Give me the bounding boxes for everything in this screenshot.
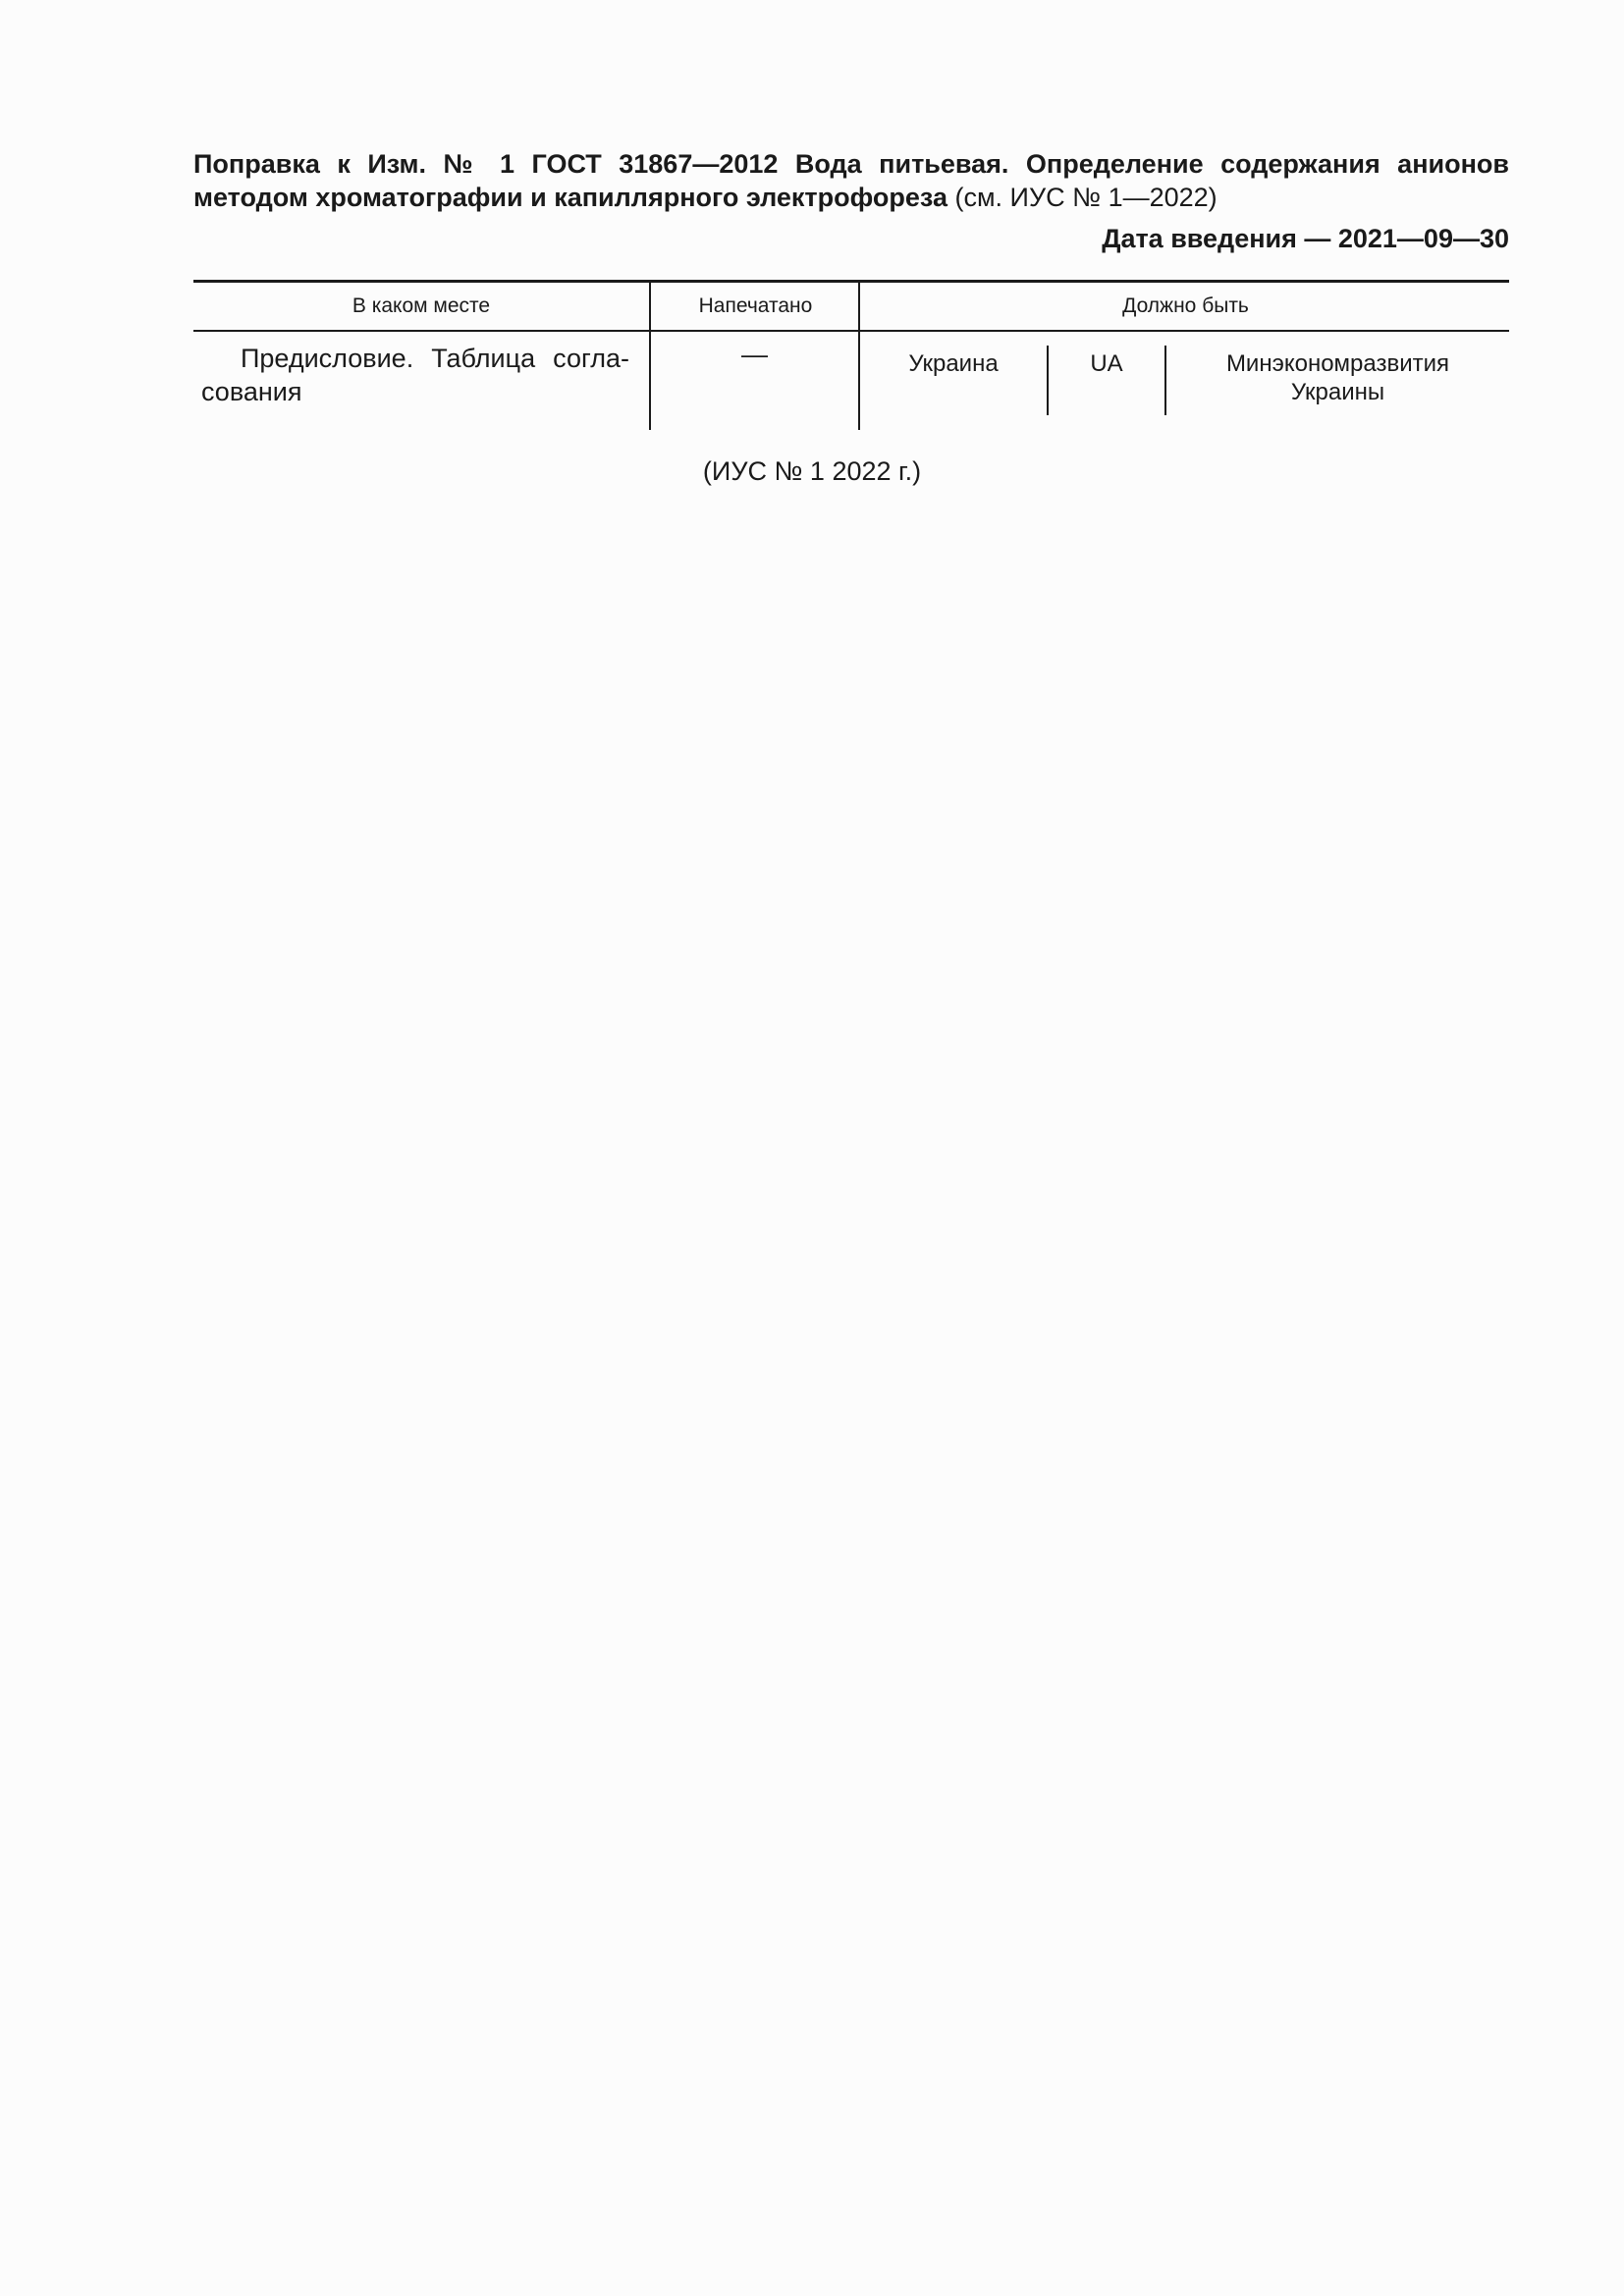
cell-country: Украина bbox=[908, 350, 999, 377]
header-should-be: Должно быть bbox=[858, 283, 1511, 330]
cell-where: Предисловие. Таблица согласования bbox=[201, 344, 629, 406]
cell-printed: — bbox=[741, 340, 768, 369]
column-divider bbox=[858, 332, 860, 430]
amendment-heading bbox=[193, 147, 1509, 214]
effective-date: Дата введения — 2021—09—30 bbox=[1102, 224, 1509, 253]
amendment-reference: (см. ИУС № 1—2022) bbox=[947, 183, 1218, 212]
amendment-table bbox=[193, 280, 1509, 430]
amendment-title: Поправка к Изм. № 1 ГОСТ 31867—2012 Вода питьевая. Определение содержания анионов методом хроматографии и капиллярного электрофореза bbox=[193, 149, 1509, 212]
table-header-row bbox=[193, 280, 1509, 332]
header-printed: Напечатано bbox=[649, 283, 860, 330]
header-where: В каком месте bbox=[352, 294, 491, 317]
cell-country-code: UA bbox=[1090, 350, 1123, 377]
cell-standards-body bbox=[1166, 349, 1509, 406]
standards-body-line: Украины bbox=[1290, 379, 1385, 405]
ius-reference: (ИУС № 1 2022 г.) bbox=[702, 456, 922, 486]
standards-body-line: Минэкономразвития bbox=[1225, 350, 1450, 377]
table-row bbox=[193, 332, 1509, 430]
